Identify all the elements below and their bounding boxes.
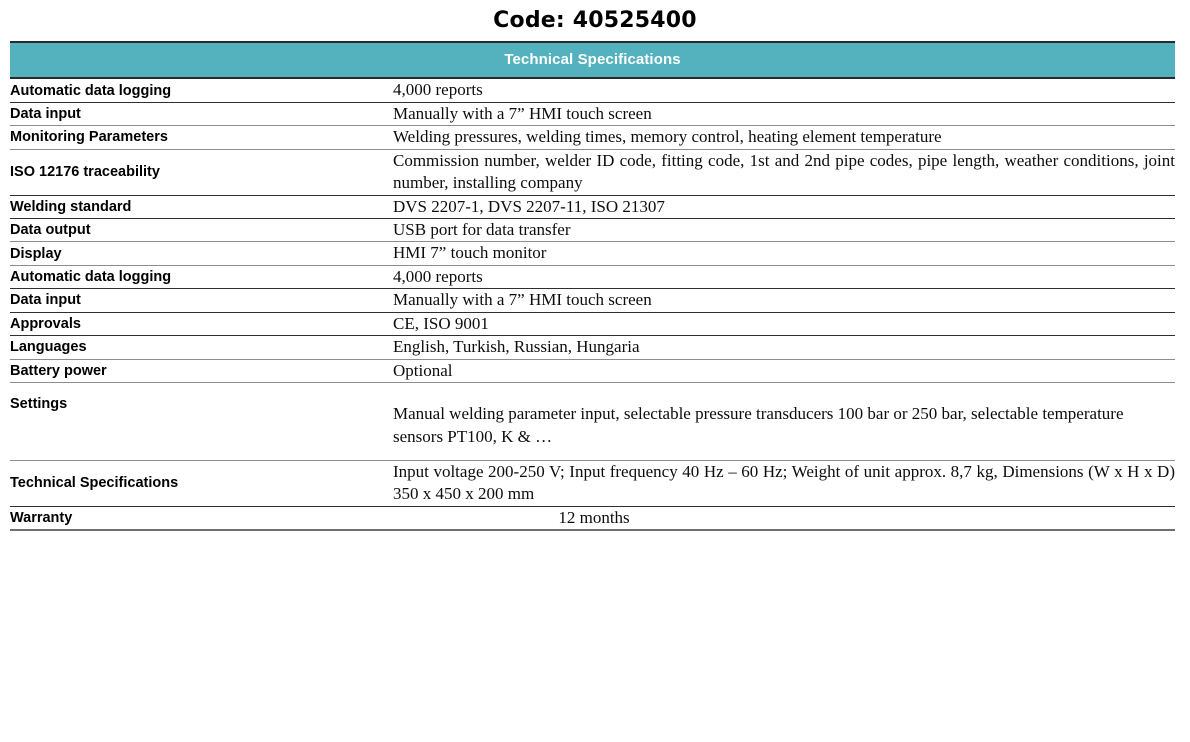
spec-value: 4,000 reports	[393, 78, 1175, 102]
table-row	[10, 289, 1175, 312]
table-row	[10, 242, 1175, 265]
spec-label: Data output	[10, 219, 393, 242]
table-row	[10, 149, 1175, 195]
spec-value: 4,000 reports	[393, 265, 1175, 288]
spec-label: Monitoring Parameters	[10, 126, 393, 149]
spec-value: 12 months	[393, 506, 1175, 530]
table-row	[10, 359, 1175, 382]
spec-value: Input voltage 200-250 V; Input frequency 40 Hz – 60 Hz; Weight of unit approx. 8,7 kg, Dimensions (W x H x D) 350 x 450 x 200 mm	[393, 460, 1175, 506]
spec-value: Commission number, welder ID code, fitting code, 1st and 2nd pipe codes, pipe length, weather conditions, joint number, installing company	[393, 149, 1175, 195]
table-row	[10, 312, 1175, 335]
spec-value: English, Turkish, Russian, Hungaria	[393, 336, 1175, 359]
table-header-title: Technical Specifications	[10, 42, 1175, 78]
table-row	[10, 265, 1175, 288]
spec-label: Automatic data logging	[10, 265, 393, 288]
spec-label: Approvals	[10, 312, 393, 335]
table-row	[10, 78, 1175, 102]
spec-label: Welding standard	[10, 195, 393, 218]
spec-label: Display	[10, 242, 393, 265]
spec-value: HMI 7” touch monitor	[393, 242, 1175, 265]
spec-label: Technical Specifications	[10, 460, 393, 506]
spec-label: Automatic data logging	[10, 78, 393, 102]
spec-label: Warranty	[10, 506, 393, 530]
spec-value: Welding pressures, welding times, memory control, heating element temperature	[393, 126, 1175, 149]
spec-value: USB port for data transfer	[393, 219, 1175, 242]
technical-specifications-table	[10, 41, 1175, 531]
spec-value: Manually with a 7” HMI touch screen	[393, 102, 1175, 125]
spec-value: CE, ISO 9001	[393, 312, 1175, 335]
table-row	[10, 460, 1175, 506]
spec-label: Languages	[10, 336, 393, 359]
table-body	[10, 78, 1175, 530]
spec-value: Optional	[393, 359, 1175, 382]
spec-label: Data input	[10, 289, 393, 312]
spec-label: Settings	[10, 383, 393, 461]
table-header	[10, 42, 1175, 78]
spec-value: Manual welding parameter input, selectable pressure transducers 100 bar or 250 bar, selectable temperature sensors PT100, K & …	[393, 383, 1175, 461]
table-header-row	[10, 42, 1175, 78]
table-row	[10, 195, 1175, 218]
table-row	[10, 506, 1175, 530]
table-row	[10, 126, 1175, 149]
spec-label: Battery power	[10, 359, 393, 382]
spec-label: Data input	[10, 102, 393, 125]
table-row	[10, 336, 1175, 359]
spec-value: DVS 2207-1, DVS 2207-11, ISO 21307	[393, 195, 1175, 218]
spec-label: ISO 12176 traceability	[10, 149, 393, 195]
table-row	[10, 383, 1175, 461]
spec-value: Manually with a 7” HMI touch screen	[393, 289, 1175, 312]
table-row	[10, 219, 1175, 242]
table-row	[10, 102, 1175, 125]
page-title: Code: 40525400	[493, 8, 697, 33]
